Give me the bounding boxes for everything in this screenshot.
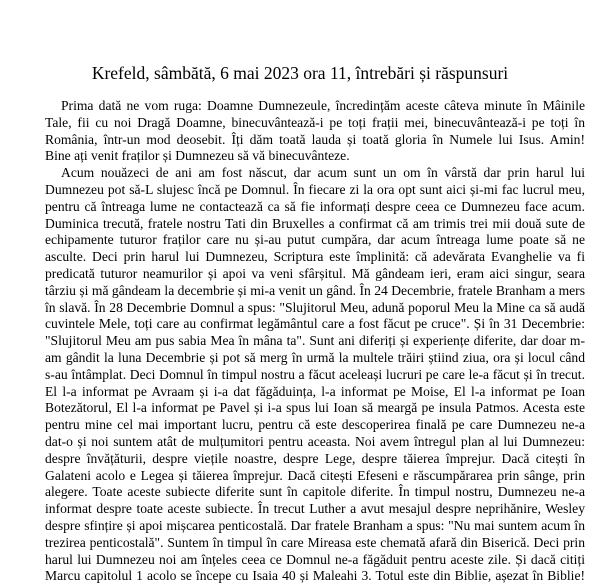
text-line: alegere. Toate aceste subiecte diferite sunt în capitole diferite. În timpul nostru, Dumnezeu ne-a <box>45 484 585 500</box>
text-line: dat-o și noi suntem atât de mulțumitori pentru aceasta. Noi avem întregul plan al lui Dumnezeu: <box>45 433 585 449</box>
text-line: Botezătorul, El l-a informat pe Pavel și i-a spus lui Ioan să meargă pe insula Patmos. Acesta este <box>45 400 585 416</box>
text-line: Bine ați venit fraților și Dumnezeu să vă binecuvânteze. <box>45 148 350 164</box>
text-line: Dumnezeu pot să-L slujesc încă pe Domnul. În fiecare zi la ora opt sunt aici și-mi fac lucrul meu, <box>45 181 585 197</box>
document-title: Krefeld, sâmbătă, 6 mai 2023 ora 11, întrebări și răspunsuri <box>91 63 509 83</box>
text-line: pentru că întreaga lume ne contactează ca să fie informați despre ceea ce Dumnezeu face acum. <box>45 198 585 214</box>
text-line: despre învățăturii, despre viețile noastre, despre Lege, despre tăierea împrejur. Dacă citești în <box>45 450 585 466</box>
text-line: harul lui Dumnezeu noi am înțeles ceea ce Domnul ne-a făgăduit pentru aceste zile. Și dacă citiți <box>45 551 585 567</box>
text-line: asculte. Deci prin harul lui Dumnezeu, Scriptura este împlinită: că adevărata Evanghelie va fi <box>45 249 585 265</box>
text-line: Prima dată ne vom ruga: Doamne Dumnezeule, încredințăm aceste câteva minute în Mâinile <box>61 98 585 113</box>
text-line: Duminica trecută, fratele nostru Tati din Bruxelles a confirmat că am trimis trei mii două sute de <box>45 215 585 231</box>
text-line: Acum nouăzeci de ani am fost născut, dar acum sunt un om în vârstă dar prin harul lui <box>61 165 585 181</box>
text-line: târziu și mă gândeam la decembrie și mi-a venit un gând. În 24 Decembrie, fratele Branham a mers <box>45 282 585 298</box>
text-line: Tale, fii cu noi Dragă Doamne, binecuvântează-i pe toți frații mei, binecuvântează-i pe toți în <box>45 114 585 130</box>
document-body <box>45 98 585 585</box>
text-line: despre sfințire și apoi mișcarea penticostală. Dar fratele Branham a spus: "Nu mai suntem acum în <box>45 517 585 533</box>
text-line: Galateni acolo e Legea și tăierea împrejur. Dacă citești Efeseni e răscumpărarea prin sânge, prin <box>45 467 585 483</box>
text-line: El l-a informat pe Avraam și i-a dat făgăduința, l-a informat pe Moise, El l-a informat pe Ioan <box>45 383 585 399</box>
text-line: informat despre toate aceste subiecte. În trecut Luther a avut mesajul despre neprihănire, Wesley <box>45 501 585 517</box>
text-line: "Slujitorul Meu am pus sabia Mea în mâna ta". Sunt ani diferiți și experiențe diferite, dar doar m- <box>45 333 585 349</box>
text-line: am gândit la luna Decembrie și pot să merg în urmă la multele trăiri știind ziua, ora și locul când <box>45 349 585 365</box>
text-line: cuvintele Mele, toți care au confirmat legământul care a fost făcut pe cruce". Și în 31 Decembrie: <box>45 316 585 332</box>
text-line: s-au întâmplat. Deci Domnul în timpul nostru a făcut aceleași lucruri pe care le-a făcut și în trecut. <box>45 366 585 382</box>
text-line: echipamente tuturor fraților care nu și-au putut cumpăra, dar acum întreaga lume poate să ne <box>45 232 585 248</box>
text-line: Marcu capitolul 1 acolo se începe cu Isaia 40 și Maleahi 3. Totul este din Biblie, așezat în Biblie! <box>45 568 585 584</box>
text-line: România, într-un mod deosebit. Îți dăm toată lauda și toată gloria în Numele lui Isus. Amin! <box>45 131 585 147</box>
text-line: trezirea penticostală". Suntem în timpul în care Mireasa este chemată afară din Biserică. Deci prin <box>45 534 585 550</box>
text-line: predicată tuturor neamurilor și apoi va veni sfârșitul. Mă gândeam ieri, eram aici singur, seara <box>45 265 585 281</box>
text-line: pentru mine cel mai important lucru, pentru că este descoperirea finală pe care Dumnezeu ne-a <box>45 417 585 433</box>
text-line: în slavă. În 28 Decembrie Domnul a spus: "Slujitorul Meu, adună poporul Meu la Mine ca să audă <box>45 299 585 315</box>
